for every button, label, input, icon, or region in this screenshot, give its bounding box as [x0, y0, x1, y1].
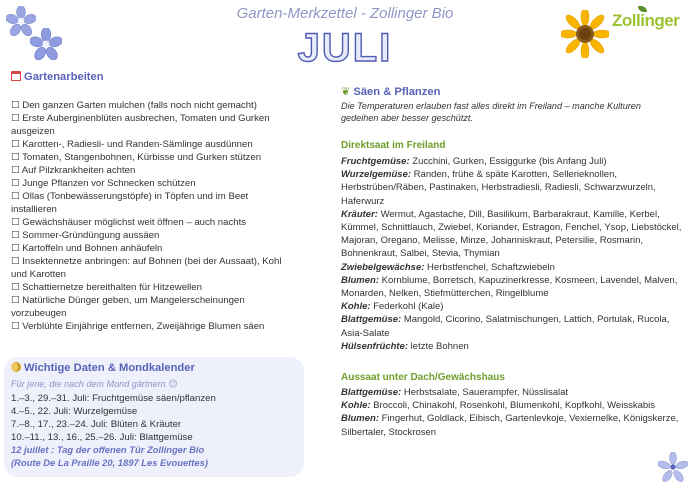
direct-sowing-list — [341, 155, 683, 353]
page-title: JULI — [297, 26, 393, 70]
sowing-line: Hülsenfrüchte: letzte Bohnen — [341, 340, 469, 352]
blue-flower-icon — [30, 28, 62, 60]
page-subtitle: Garten-Merkzettel - Zollinger Bio — [236, 5, 454, 22]
sowing-line: Fruchtgemüse: Zucchini, Gurken, Essiggurke (bis Anfang Juli) — [341, 156, 607, 167]
moon-note: Für jene, die nach dem Mond gärtnern 😉 — [11, 379, 178, 389]
checklist-item: ☐ Verblühte Einjährige entfernen, Zweijährige Blumen säen — [11, 321, 265, 332]
moon-date-item: 7.–8., 17., 23.–24. Juli: Blüten & Kräuter — [11, 419, 182, 430]
checklist-item: ☐ Junge Pflanzen vor Schnecken schützen — [11, 178, 196, 189]
unter-dach-heading: Aussaat unter Dach/Gewächshaus — [341, 372, 505, 383]
sowing-line: Zwiebelgewächse: Herbstfenchel, Schaftzwiebeln — [341, 261, 555, 273]
sowing-category: Blumen: — [341, 413, 379, 425]
covered-sowing-list — [341, 386, 683, 439]
open-day-event: 12 juillet : Tag der offenen Tür Zollinger Bio — [11, 444, 205, 455]
blue-flower-icon — [658, 452, 688, 482]
checklist-item: ☐ Kartoffeln und Bohnen anhäufeln — [11, 243, 163, 254]
sowing-category: Wurzelgemüse: — [341, 169, 412, 181]
sowing-intro: Die Temperaturen erlauben fast alles direkt im Freiland – manche Kulturen gedeihen aber besser geschützt. — [341, 101, 641, 123]
checklist-item: ☐ Insektennetze anbringen: auf Bohnen (bei der Aussaat), Kohl und Karotten — [11, 256, 282, 280]
sowing-line: Blattgemüse: Mangold, Cicorino, Salatmischungen, Lattich, Portulak, Rucola, Asia-Salate — [341, 314, 670, 339]
checklist-item: ☐ Tomaten, Stangenbohnen, Kürbisse und Gurken stützen — [11, 152, 262, 163]
moon-heading: Wichtige Daten & Mondkalender — [11, 362, 195, 374]
moon-icon — [11, 362, 21, 372]
sowing-category: Blumen: — [341, 274, 379, 286]
zollinger-logo — [612, 6, 688, 36]
saeen-pflanzen-heading: ❦ Säen & Pflanzen — [341, 86, 441, 98]
checklist-item: ☐ Den ganzen Garten mulchen (falls noch nicht gemacht) — [11, 100, 257, 111]
sowing-category: Kräuter: — [341, 208, 378, 220]
checklist-item: ☐ Erste Auberginenblüten ausbrechen, Tomaten und Gurken ausgeizen — [11, 113, 270, 137]
moon-date-item: 4.–5., 22. Juli: Wurzelgemüse — [11, 406, 138, 417]
checklist-item: ☐ Sommer-Gründüngung aussäen — [11, 230, 160, 241]
checklist-item: ☐ Auf Pilzkrankheiten achten — [11, 165, 136, 176]
sowing-line: Wurzelgemüse: Randen, frühe & späte Karotten, Sellerieknollen, Herbstrüben/Räben, Pastinaken, Herbstradiesli, Radiesli, Schwarzwurzeln, Haferwurz — [341, 169, 656, 207]
calendar-icon — [11, 71, 21, 81]
sowing-category: Zwiebelgewächse: — [341, 261, 425, 273]
sowing-category: Blattgemüse: — [341, 314, 402, 326]
gartenarbeiten-heading: Gartenarbeiten — [11, 71, 104, 83]
checklist-item: ☐ Gewächshäuser möglichst weit öffnen – auch nachts — [11, 217, 247, 228]
sowing-category: Blattgemüse: — [341, 387, 402, 398]
checklist-item: ☐ Ollas (Tonbewässerungstöpfe) in Töpfen und im Beet installieren — [11, 191, 249, 215]
logo-text: Zollinger — [612, 11, 680, 30]
sowing-line: Kräuter: Wermut, Agastache, Dill, Basilikum, Barbarakraut, Kamille, Kerbel, Kümmel, Schnittlauch, Zwiebel, Koriander, Estragon, Fenchel, Ysop, Liebstöckel, Majoran, Oregano, Melisse, Minze, Johanniskraut, Petersilie, Rosmarin, Bohnenkraut, Salbei, Stevia, Thymian — [341, 208, 682, 260]
garden-checklist — [11, 99, 296, 333]
sowing-line: Blattgemüse: Herbstsalate, Sauerampfer, Nüsslisalat — [341, 387, 569, 398]
sowing-category: Kohle: — [341, 400, 371, 412]
moon-date-list — [11, 392, 296, 469]
moon-date-item: 10.–11., 13., 16., 25.–26. Juli: Blattgemüse — [11, 432, 193, 443]
seedling-icon: ❦ — [341, 86, 351, 98]
checklist-item: ☐ Schattiernetze bereithalten für Hitzewellen — [11, 282, 202, 293]
sowing-category: Kohle: — [341, 301, 371, 313]
sowing-category: Hülsenfrüchte: — [341, 340, 409, 352]
sowing-line: Blumen: Kornblume, Borretsch, Kapuzinerkresse, Kosmeen, Lavendel, Malven, Monarden, Nelken, Stiefmütterchen, Ringelblume — [341, 274, 678, 300]
checklist-item: ☐ Karotten-, Radiesli- und Randen-Sämlinge ausdünnen — [11, 139, 253, 150]
open-day-address: (Route De La Praille 20, 1897 Les Evouettes) — [11, 456, 208, 468]
checklist-item: ☐ Natürliche Dünger geben, um Mangelerscheinungen vorzubeugen — [11, 295, 245, 319]
sowing-line: Kohle: Federkohl (Kale) — [341, 301, 444, 313]
sowing-category: Fruchtgemüse: — [341, 156, 410, 167]
sowing-line: Kohle: Broccoli, Chinakohl, Rosenkohl, Blumenkohl, Kopfkohl, Weisskabis — [341, 400, 655, 412]
direktsaat-heading: Direktsaat im Freiland — [341, 140, 446, 151]
sowing-line: Blumen: Fingerhut, Goldlack, Eibisch, Gartenlevkoje, Vexiernelke, Königskerze, Silbertaler, Stockrosen — [341, 413, 679, 438]
sunflower-icon — [561, 10, 609, 58]
moon-date-item: 1.–3., 29.–31. Juli: Fruchtgemüse säen/pflanzen — [11, 393, 216, 404]
